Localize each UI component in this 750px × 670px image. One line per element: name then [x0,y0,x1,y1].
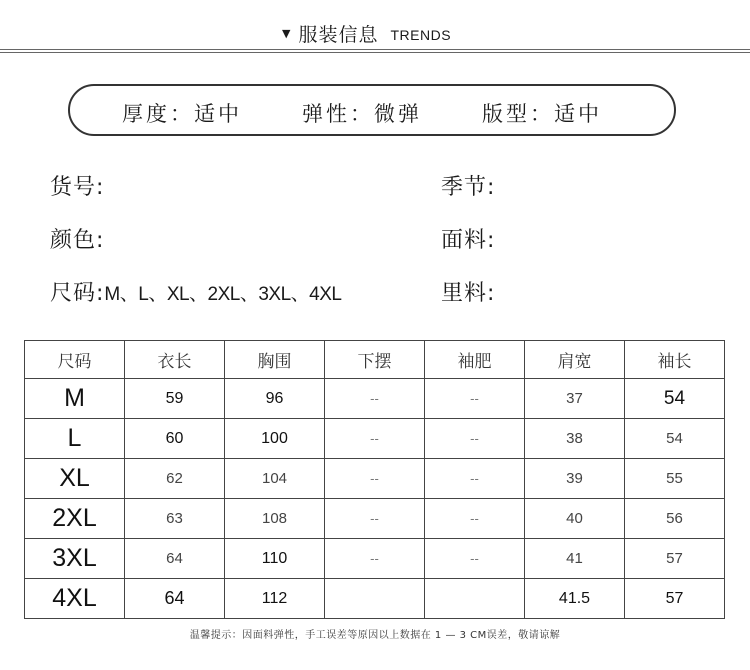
section-header [0,18,750,48]
cell-sleeve-length: 54 [625,379,725,419]
cell-sleeve-width [425,579,525,619]
feature-fit: 版型：适中 [482,102,602,126]
size-values: M、L、XL、2XL、3XL、4XL [104,284,342,305]
col-bust: 胸围 [225,341,325,379]
col-hem: 下摆 [325,341,425,379]
cell-sleeve-length: 54 [625,419,725,459]
col-sleeve-length: 袖长 [625,341,725,379]
col-length: 衣长 [125,341,225,379]
header-divider-bottom [0,52,750,53]
cell-length: 62 [125,459,225,499]
fabric-label: 面料: [441,228,496,253]
cell-sleeve-width: -- [425,459,525,499]
table-row [25,539,725,579]
cell-hem: -- [325,379,425,419]
cell-bust: 110 [225,539,325,579]
cell-size: 2XL [25,499,125,539]
cell-length: 64 [125,539,225,579]
cell-bust: 96 [225,379,325,419]
cell-sleeve-width: -- [425,379,525,419]
table-row [25,459,725,499]
feature-thickness: 厚度：适中 [122,102,242,126]
cell-bust: 112 [225,579,325,619]
cell-hem: -- [325,419,425,459]
cell-shoulder: 37 [525,379,625,419]
triangle-down-icon: ▼ [282,26,291,40]
cell-shoulder: 41.5 [525,579,625,619]
cell-sleeve-width: -- [425,499,525,539]
size-attribute [50,276,341,307]
feature-pill [68,84,676,136]
cell-length: 59 [125,379,225,419]
cell-hem: -- [325,499,425,539]
section-subtitle: TRENDS [390,27,452,43]
color-label: 颜色: [50,228,105,253]
section-title: 服装信息 [298,23,379,46]
cell-sleeve-length: 57 [625,579,725,619]
feature-elasticity: 弹性：微弹 [302,102,422,126]
cell-sleeve-length: 57 [625,539,725,579]
cell-size: M [25,379,125,419]
table-row [25,379,725,419]
cell-hem: -- [325,459,425,499]
cell-size: 3XL [25,539,125,579]
cell-bust: 104 [225,459,325,499]
item-no-label: 货号: [50,175,105,200]
size-table [24,340,725,619]
cell-bust: 100 [225,419,325,459]
cell-size: XL [25,459,125,499]
size-label: 尺码: [50,281,105,306]
lining-label: 里料: [441,281,496,306]
cell-sleeve-length: 55 [625,459,725,499]
season-label: 季节: [441,175,496,200]
table-row [25,579,725,619]
table-row [25,419,725,459]
cell-shoulder: 39 [525,459,625,499]
cell-shoulder: 38 [525,419,625,459]
disclaimer-note: 温馨提示：因面料弹性，手工误差等原因以上数据在 1 — 3 CM误差，敬请谅解 [189,630,561,641]
header-divider-top [0,49,750,50]
cell-sleeve-length: 56 [625,499,725,539]
cell-length: 63 [125,499,225,539]
cell-bust: 108 [225,499,325,539]
cell-length: 60 [125,419,225,459]
col-size: 尺码 [25,341,125,379]
cell-hem [325,579,425,619]
cell-shoulder: 40 [525,499,625,539]
cell-size: L [25,419,125,459]
cell-length: 64 [125,579,225,619]
cell-hem: -- [325,539,425,579]
cell-size: 4XL [25,579,125,619]
cell-sleeve-width: -- [425,539,525,579]
cell-sleeve-width: -- [425,419,525,459]
col-sleeve-width: 袖肥 [425,341,525,379]
table-header-row [25,341,725,379]
table-row [25,499,725,539]
cell-shoulder: 41 [525,539,625,579]
col-shoulder: 肩宽 [525,341,625,379]
